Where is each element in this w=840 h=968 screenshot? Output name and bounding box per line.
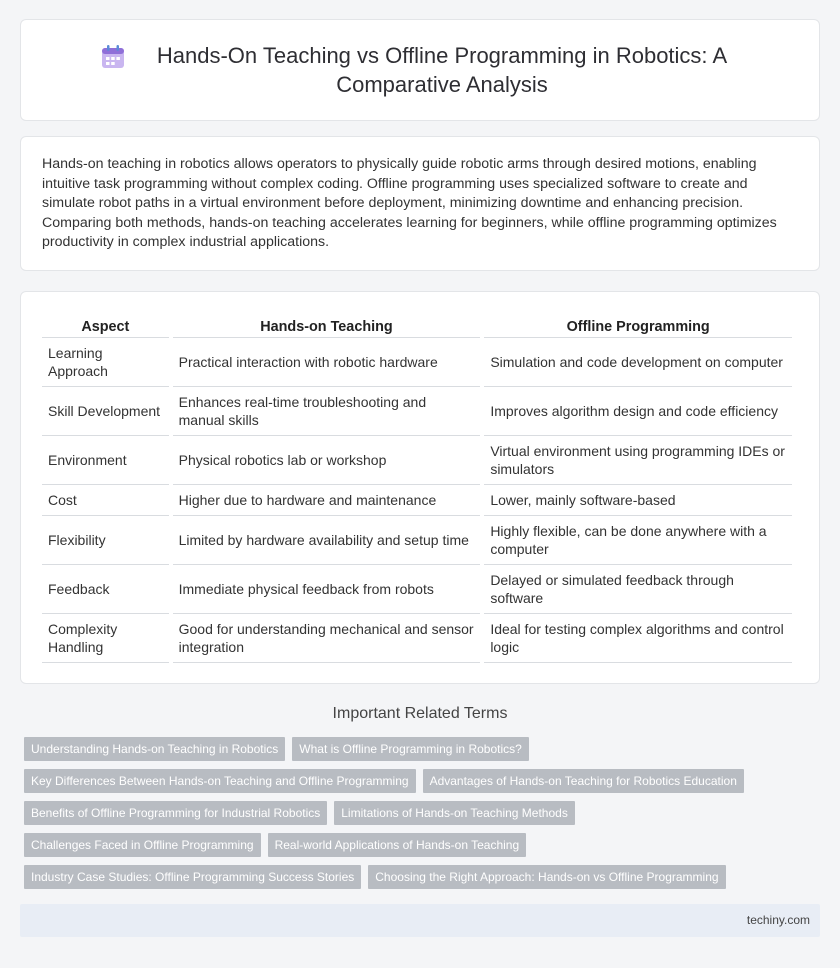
cell-hands-on: Good for understanding mechanical and sensor integration xyxy=(173,614,481,663)
tag-row xyxy=(24,865,820,889)
header-hands-on: Hands-on Teaching xyxy=(173,313,481,338)
cell-aspect: Skill Development xyxy=(42,387,169,436)
calendar-icon xyxy=(100,44,126,70)
intro-card xyxy=(20,136,820,271)
related-tag[interactable]: Key Differences Between Hands-on Teaching and Offline Programming xyxy=(24,769,416,793)
table-row xyxy=(42,516,792,565)
header-card xyxy=(20,19,820,121)
related-tag[interactable]: Advantages of Hands-on Teaching for Robotics Education xyxy=(423,769,744,793)
cell-offline: Ideal for testing complex algorithms and control logic xyxy=(484,614,792,663)
footer-brand[interactable]: techiny.com xyxy=(746,913,810,927)
cell-offline: Improves algorithm design and code efficiency xyxy=(484,387,792,436)
cell-hands-on: Limited by hardware availability and setup time xyxy=(173,516,481,565)
intro-text: Hands-on teaching in robotics allows operators to physically guide robotic arms through desired motions, enabling intuitive task programming without complex coding. Offline programming uses specialized software to create and simulate robot paths in a virtual environment before deployment, minimizing downtime and enhancing precision. Comparing both methods, hands-on teaching accelerates learning for beginners, while offline programming optimizes productivity in complex industrial applications. xyxy=(42,156,777,251)
tag-row xyxy=(24,769,820,793)
table-row xyxy=(42,614,792,663)
cell-offline: Delayed or simulated feedback through software xyxy=(484,565,792,614)
tag-row xyxy=(24,833,820,857)
cell-aspect: Environment xyxy=(42,436,169,485)
table-row xyxy=(42,436,792,485)
cell-aspect: Learning Approach xyxy=(42,338,169,387)
comparison-table-card xyxy=(20,291,820,684)
cell-offline: Lower, mainly software-based xyxy=(484,485,792,516)
tag-row xyxy=(24,801,820,825)
table-row xyxy=(42,387,792,436)
cell-aspect: Cost xyxy=(42,485,169,516)
table-row xyxy=(42,565,792,614)
cell-hands-on: Enhances real-time troubleshooting and manual skills xyxy=(173,387,481,436)
cell-hands-on: Physical robotics lab or workshop xyxy=(173,436,481,485)
comparison-table xyxy=(38,313,796,663)
table-header-row xyxy=(42,313,792,338)
cell-aspect: Flexibility xyxy=(42,516,169,565)
header-aspect: Aspect xyxy=(42,313,169,338)
cell-offline: Virtual environment using programming IDEs or simulators xyxy=(484,436,792,485)
related-terms-tags xyxy=(24,737,820,897)
related-tag[interactable]: Industry Case Studies: Offline Programming Success Stories xyxy=(24,865,361,889)
footer xyxy=(20,904,820,937)
related-tag[interactable]: Benefits of Offline Programming for Industrial Robotics xyxy=(24,801,327,825)
related-tag[interactable]: Choosing the Right Approach: Hands-on vs Offline Programming xyxy=(368,865,725,889)
table-row xyxy=(42,485,792,516)
cell-aspect: Feedback xyxy=(42,565,169,614)
title-wrap xyxy=(100,41,740,99)
page-title: Hands-On Teaching vs Offline Programming in Robotics: A Comparative Analysis xyxy=(156,43,728,97)
cell-offline: Highly flexible, can be done anywhere with a computer xyxy=(484,516,792,565)
tag-row xyxy=(24,737,820,761)
cell-hands-on: Higher due to hardware and maintenance xyxy=(173,485,481,516)
cell-hands-on: Immediate physical feedback from robots xyxy=(173,565,481,614)
related-tag[interactable]: Limitations of Hands-on Teaching Methods xyxy=(334,801,575,825)
related-terms-title: Important Related Terms xyxy=(332,705,508,722)
cell-aspect: Complexity Handling xyxy=(42,614,169,663)
related-tag[interactable]: Challenges Faced in Offline Programming xyxy=(24,833,261,857)
table-row xyxy=(42,338,792,387)
related-tag[interactable]: Real-world Applications of Hands-on Teaching xyxy=(268,833,527,857)
header-offline: Offline Programming xyxy=(484,313,792,338)
cell-hands-on: Practical interaction with robotic hardware xyxy=(173,338,481,387)
related-tag[interactable]: What is Offline Programming in Robotics? xyxy=(292,737,529,761)
cell-offline: Simulation and code development on computer xyxy=(484,338,792,387)
related-tag[interactable]: Understanding Hands-on Teaching in Robotics xyxy=(24,737,285,761)
